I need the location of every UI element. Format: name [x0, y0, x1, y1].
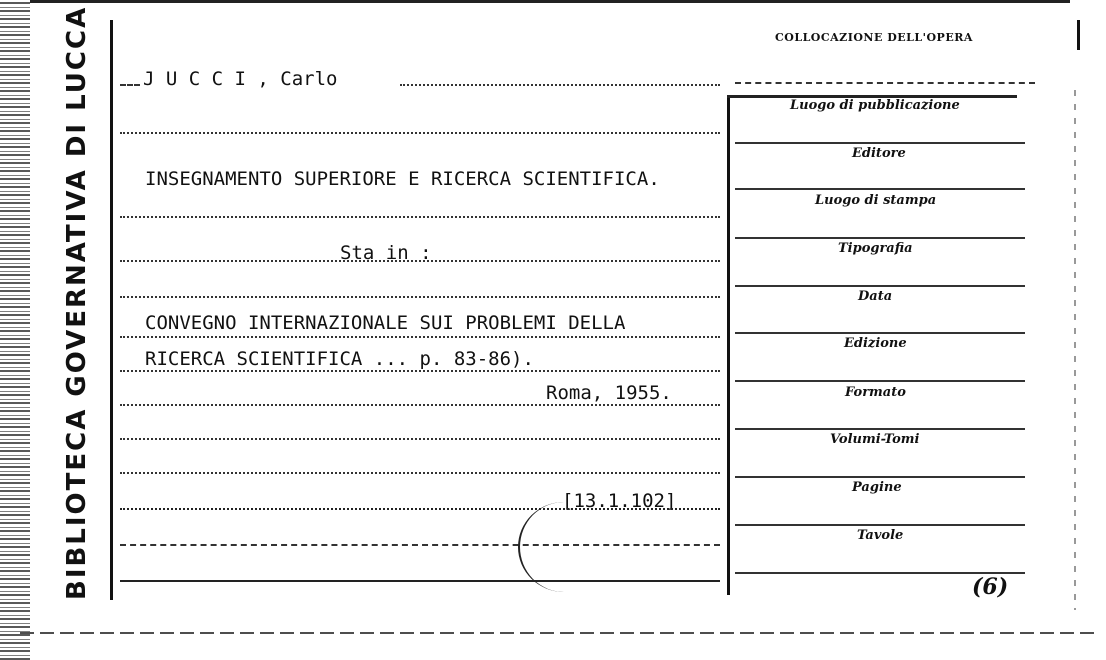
shelfmark: [13.1.102] — [562, 490, 677, 512]
ruled-line — [120, 260, 720, 262]
collocation-panel-border — [727, 95, 730, 595]
field-data: Data — [858, 289, 893, 304]
field-luogo-stampa: Luogo di stampa — [815, 193, 937, 208]
ruled-line — [120, 580, 720, 582]
ruled-line — [400, 84, 720, 86]
panel-rule — [735, 524, 1025, 526]
library-name: BIBLIOTECA GOVERNATIVA DI LUCCA — [62, 5, 92, 600]
panel-rule — [735, 142, 1025, 144]
field-pagine: Pagine — [852, 480, 902, 495]
ruled-line — [120, 508, 720, 510]
stamp-arc — [518, 502, 610, 592]
ruled-line — [120, 544, 720, 546]
ruled-line — [120, 438, 720, 440]
ruled-line — [735, 82, 1035, 84]
panel-rule — [735, 380, 1025, 382]
panel-rule — [735, 476, 1025, 478]
card-left-edge — [0, 0, 30, 660]
field-volumi-tomi: Volumi-Tomi — [830, 432, 920, 447]
panel-rule — [735, 237, 1025, 239]
field-edizione: Edizione — [844, 336, 907, 351]
field-formato: Formato — [845, 385, 906, 400]
place-year: Roma, 1955. — [546, 382, 672, 404]
panel-rule — [735, 188, 1025, 190]
card-bottom-border — [20, 632, 1100, 634]
field-tavole: Tavole — [857, 528, 904, 543]
left-margin-rule — [110, 20, 113, 600]
ruled-line — [120, 84, 140, 86]
right-edge-mark — [1077, 20, 1080, 50]
field-tipografia: Tipografia — [838, 241, 913, 256]
source-line-1: CONVEGNO INTERNAZIONALE SUI PROBLEMI DELLA — [145, 312, 626, 334]
author-entry: J U C C I , Carlo — [143, 68, 338, 90]
card-right-edge — [1074, 90, 1076, 610]
panel-rule — [735, 332, 1025, 334]
ruled-line — [120, 296, 720, 298]
ruled-line — [120, 216, 720, 218]
ruled-line — [120, 336, 720, 338]
title-entry: INSEGNAMENTO SUPERIORE E RICERCA SCIENTIFICA. — [145, 168, 660, 190]
field-luogo-pubblicazione: Luogo di pubblicazione — [790, 98, 960, 113]
handwritten-mark: (6) — [972, 574, 1009, 600]
contained-in-label: Sta in : — [340, 242, 432, 264]
panel-rule — [735, 428, 1025, 430]
card-top-border — [30, 0, 1070, 3]
ruled-line — [120, 404, 720, 406]
ruled-line — [120, 472, 720, 474]
panel-rule — [735, 285, 1025, 287]
collocation-heading: COLLOCAZIONE DELL'OPERA — [775, 31, 973, 44]
ruled-line — [120, 370, 720, 372]
field-editore: Editore — [852, 146, 906, 161]
source-line-2: RICERCA SCIENTIFICA ... p. 83-86). — [145, 348, 534, 370]
ruled-line — [120, 132, 720, 134]
